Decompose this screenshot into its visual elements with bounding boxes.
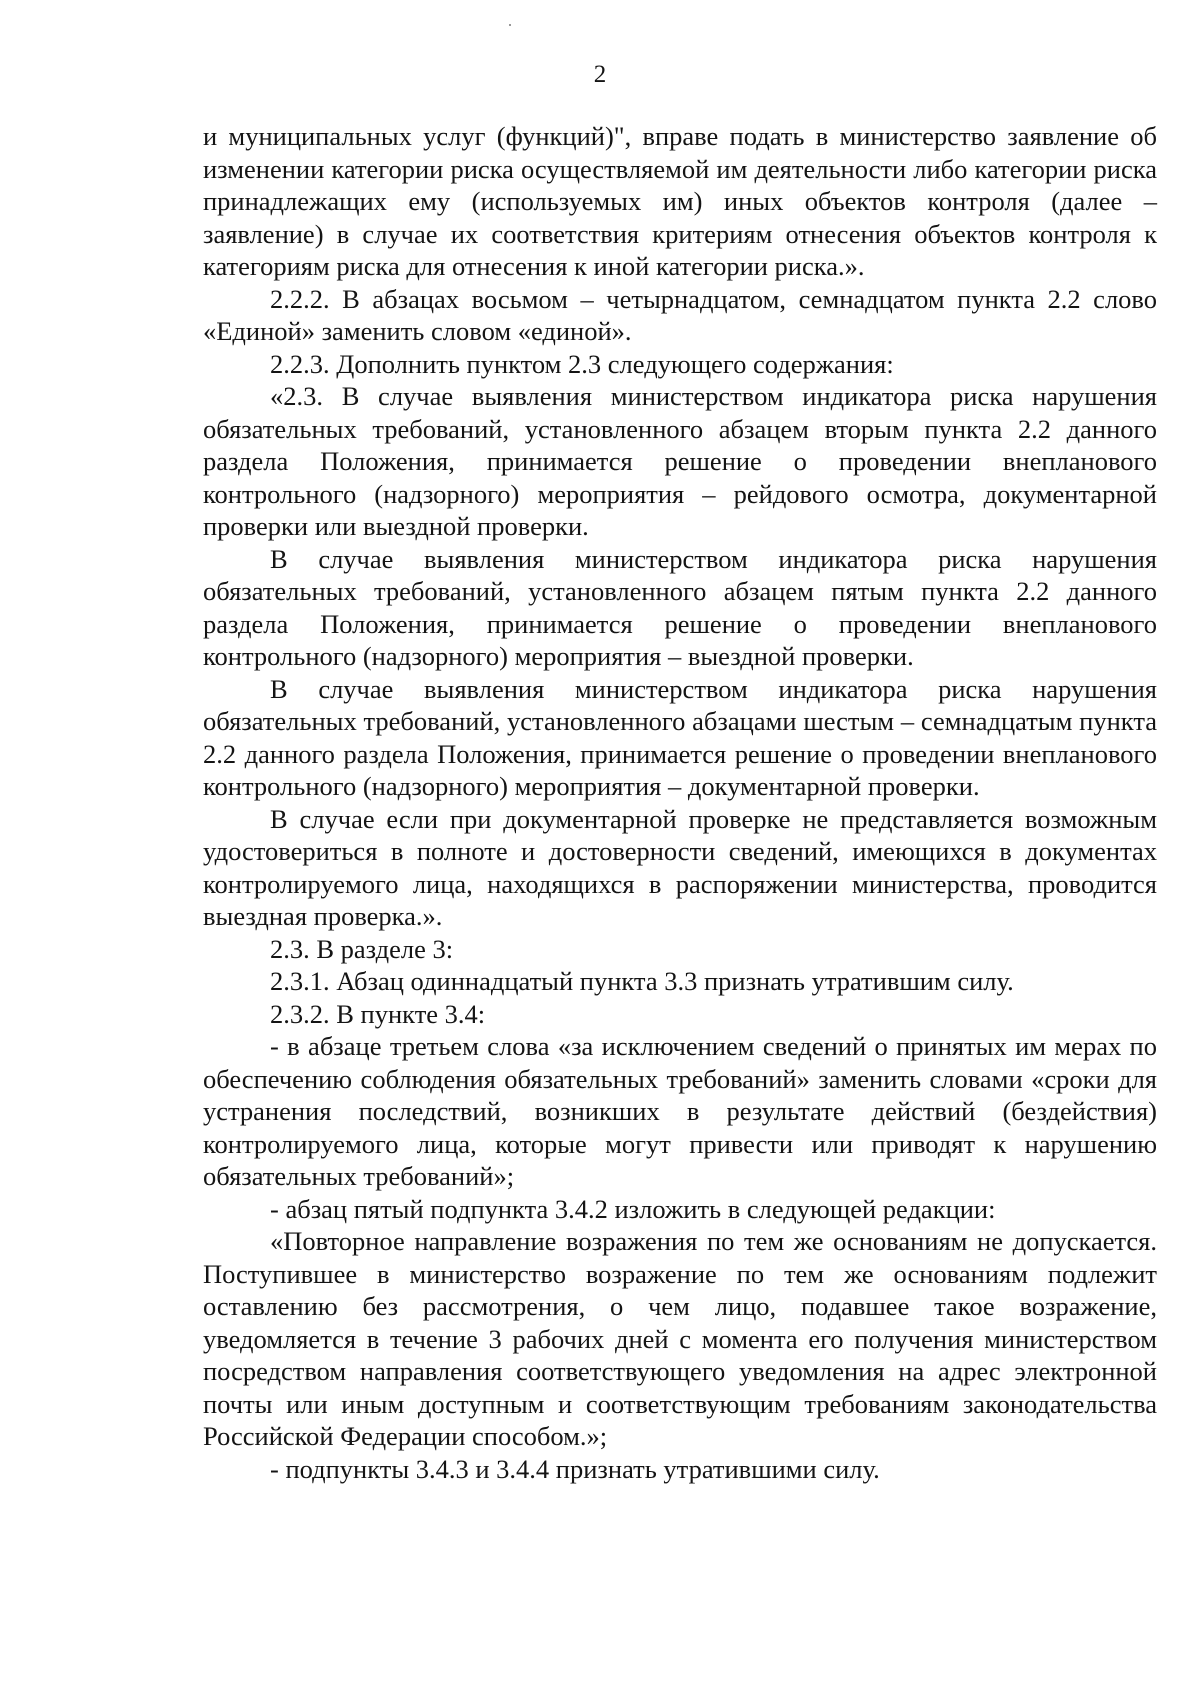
page-number: 2 [593, 61, 607, 88]
document-paragraph: В случае если при документарной проверке не представляется возможным удостовериться в полноте и достоверности сведений, имеющихся в документах контролируемого лица, находящихся в распоряжении министерства, проводится выездная проверка.». [203, 803, 1157, 931]
document-paragraph: и муниципальных услуг (функций)", вправе подать в министерство заявление об изменении категории риска осуществляемой им деятельности либо категории риска принадлежащих ему (используемых им) иных объектов контроля (далее – заявление) в случае их соответствия критериям отнесения объектов контроля к категориям риска для отнесения к иной категории риска.». [203, 121, 1157, 281]
scan-speck [509, 24, 511, 26]
document-paragraph: В случае выявления министерством индикатора риска нарушения обязательных требований, установленного абзацами шестым – семнадцатым пункта 2.2 данного раздела Положения, принимается решение о проведении внепланового контрольного (надзорного) мероприятия – документарной проверки. [203, 673, 1157, 801]
document-paragraph: - абзац пятый подпункта 3.4.2 изложить в следующей редакции: [270, 1193, 996, 1224]
document-paragraph: 2.3.2. В пункте 3.4: [270, 998, 486, 1029]
document-paragraph: «Повторное направление возражения по тем же основаниям не допускается. Поступившее в министерство возражение по тем же основаниям подлежит оставлению без рассмотрения, о чем лицо, подавшее такое возражение, уведомляется в течение 3 рабочих дней с момента его получения министерством посредством направления соответствующего уведомления на адрес электронной почты или иным доступным и соответствующим требованиям законодательства Российской Федерации способом.»; [203, 1226, 1157, 1451]
document-paragraph: В случае выявления министерством индикатора риска нарушения обязательных требований, установленного абзацем пятым пункта 2.2 данного раздела Положения, принимается решение о проведении внепланового контрольного (надзорного) мероприятия – выездной проверки. [203, 543, 1157, 671]
document-body [203, 120, 1157, 1485]
document-paragraph: - в абзаце третьем слова «за исключением сведений о принятых им мерах по обеспечению соблюдения обязательных требований» заменить словами «сроки для устранения последствий, возникших в результате действий (бездействия) контролируемого лица, которые могут привести или приводят к нарушению обязательных требований»; [203, 1031, 1157, 1191]
document-paragraph: - подпункты 3.4.3 и 3.4.4 признать утратившими силу. [270, 1453, 880, 1484]
document-paragraph: 2.3. В разделе 3: [270, 933, 454, 964]
document-paragraph: 2.2.3. Дополнить пунктом 2.3 следующего содержания: [270, 348, 894, 379]
document-paragraph: «2.3. В случае выявления министерством индикатора риска нарушения обязательных требований, установленного абзацем вторым пункта 2.2 данного раздела Положения, принимается решение о проведении внепланового контрольного (надзорного) мероприятия – рейдового осмотра, документарной проверки или выездной проверки. [203, 381, 1157, 541]
document-paragraph: 2.2.2. В абзацах восьмом – четырнадцатом, семнадцатом пункта 2.2 слово «Единой» заменить словом «единой». [203, 283, 1157, 346]
document-paragraph: 2.3.1. Абзац одиннадцатый пункта 3.3 признать утратившим силу. [270, 966, 1014, 996]
